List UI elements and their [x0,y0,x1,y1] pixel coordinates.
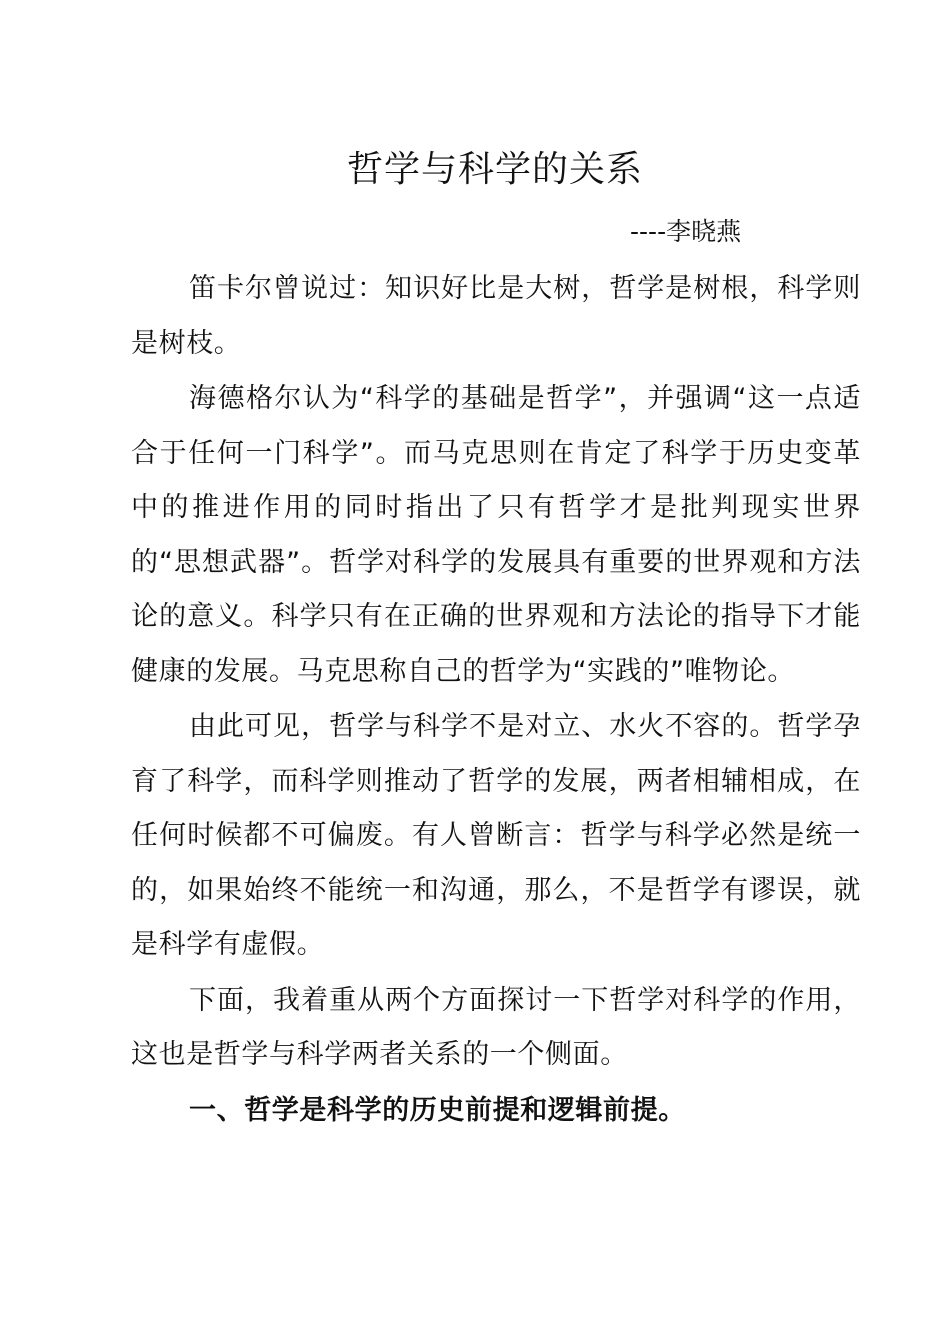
document-body [131,262,861,1139]
document-title: 哲学与科学的关系 [346,149,643,190]
paragraph-conclusion: 由此可见，哲学与科学不是对立、水火不容的。哲学孕育了科学，而科学则推动了哲学的发展，两者相辅相成，在任何时候都不可偏废。有人曾断言：哲学与科学必然是统一的，如果始终不能统一和沟通，那么，不是哲学有谬误，就是科学有虚假。 [131,711,861,960]
author-line: ----李晓燕 [630,217,742,246]
paragraph-outline: 下面，我着重从两个方面探讨一下哲学对科学的作用，这也是哲学与科学两者关系的一个侧面。 [131,984,861,1070]
paragraph-heidegger-marx: 海德格尔认为“科学的基础是哲学”，并强调“这一点适合于任何一门科学”。而马克思则在肯定了科学于历史变革中的推进作用的同时指出了只有哲学才是批判现实世界的“思想武器”。哲学对科学的发展具有重要的世界观和方法论的意义。科学只有在正确的世界观和方法论的指导下才能健康的发展。马克思称自己的哲学为“实践的”唯物论。 [131,383,861,687]
section-heading: 一、哲学是科学的历史前提和逻辑前提。 [189,1094,686,1126]
paragraph-descartes: 笛卡尔曾说过：知识好比是大树，哲学是树根，科学则是树枝。 [131,273,861,359]
